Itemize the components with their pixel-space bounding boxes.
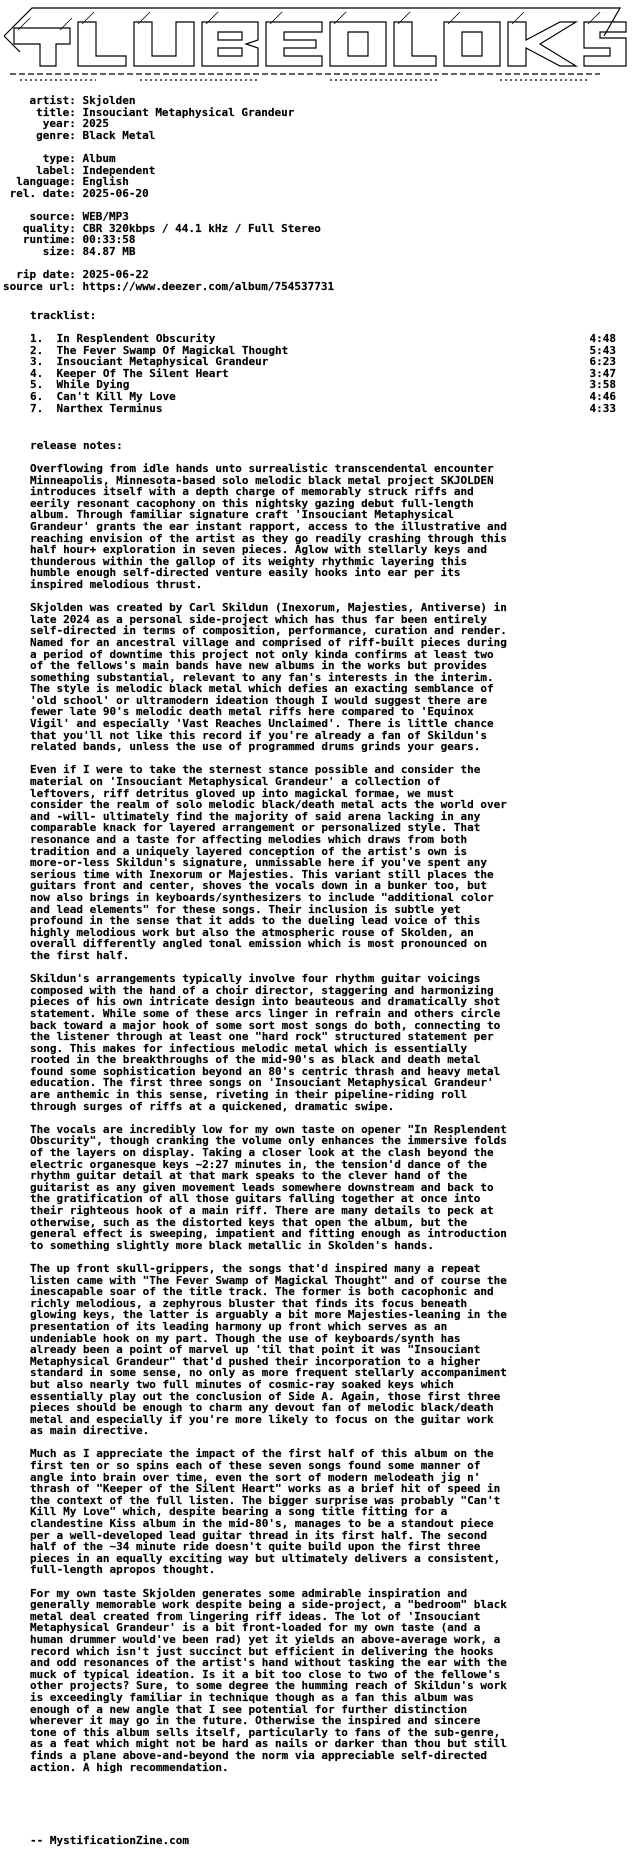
track-title: 1. In Resplendent Obscurity	[30, 332, 216, 345]
track-row	[30, 391, 616, 403]
info-value: Independent	[75, 163, 156, 177]
track-title: 4. Keeper Of The Silent Heart	[30, 366, 229, 380]
release-notes-paragraph: Overflowing from idle hands unto surrealistic transcendental encounter Minneapolis, Minnesota-based solo melodic black metal project SKJOLDEN introduces itself with a depth charge of memorably struck riffs and eerily resonant cacophony on this nightsky gazing debut full-length album. Through familiar signature craft 'Insouciant Metaphysical Grandeur' grants the ear instant rapport, access to the illustrative and reaching envision of the artist as they go readily crashing through this half hour+ exploration in seven pieces. Aglow with stellarly keys and thunderous within the gallop of its weighty rhythmic layering this humble enough self-directed venture easily hooks into ear per its inspired melodious thrust.	[30, 462, 507, 591]
track-title: 2. The Fever Swamp Of Magickal Thought	[30, 343, 289, 357]
release-notes	[30, 463, 620, 1785]
info-value: Album	[75, 151, 116, 165]
info-label: rip date:	[16, 267, 76, 281]
info-label: rel. date:	[9, 186, 76, 200]
info-value: Black Metal	[75, 128, 156, 142]
info-value: Skjolden	[75, 94, 136, 107]
info-value: 00:33:58	[75, 233, 136, 247]
track-time: 4:48	[589, 332, 616, 345]
track-time: 5:43	[589, 343, 616, 357]
info-row	[3, 281, 334, 293]
track-time: 6:23	[589, 355, 616, 369]
info-label: artist:	[29, 94, 76, 107]
info-value: https://www.deezer.com/album/754537731	[75, 279, 335, 293]
track-title: 5. While Dying	[30, 378, 130, 392]
track-title: 6. Can't Kill My Love	[30, 389, 176, 403]
release-notes-paragraph: Even if I were to take the sternest stance possible and consider the material on 'Insouciant Metaphysical Grandeur' a collection of leftovers, riff detritus gloved up into magickal formae, we must consider the realm of solo melodic black/death metal acts the world over and -will- ultimately find the majority of said arena lacking in any comparable knack for layered arrangement or personalized style. That resonance and a taste for affecting melodies which draws from both tradition and a uniquely layered conception of the artist's own is more-or-less Skildun's signature, unmissable here if you've spent any serious time with Inexorum or Majesties. This variant still places the guitars front and center, shoves the vocals down in a bunker too, but now also brings in keyboards/synthesizers to include "additional color and lead elements" for these songs. Their inclusion is subtle yet profound in the sense that it adds to the dueling lead voice of this highly melodious work but also the atmospheric rouse of Skolden, an overall differently angled tonal emission which is most pronounced on the first half.	[30, 763, 507, 962]
info-value: 2025-06-20	[75, 186, 149, 200]
info-label: label:	[36, 163, 76, 177]
info-row	[3, 246, 334, 258]
info-label: runtime:	[22, 233, 76, 247]
info-row	[3, 153, 334, 165]
tracklist-heading: tracklist:	[30, 309, 97, 322]
info-row	[3, 95, 334, 107]
info-row	[3, 269, 334, 281]
info-label: source:	[29, 209, 76, 223]
tracklist	[30, 333, 616, 414]
info-label: quality:	[22, 221, 76, 235]
release-notes-paragraph: The vocals are incredibly low for my own taste on opener "In Resplendent Obscurity", though cranking the volume only enhances the immersive folds of the layers on display. Taking a closer look at the clash beyond the electric organesque keys ~2:27 minutes in, the tension'd dance of the rhythm guitar detail at that mark speaks to the clever hand of the guitarist as any given movement leads somewhere downstream and back to the gratification of all those guitars falling together at once into their righteous hook of a main riff. There are many details to peck at otherwise, such as the distorted keys that open the album, but the general effect is sweeping, impatient and fitting enough as introduction to something slightly more black metallic in Skolden's hands.	[30, 1122, 507, 1252]
info-value: 2025	[75, 117, 109, 131]
info-label: year:	[42, 117, 76, 131]
info-label: language:	[16, 175, 76, 189]
track-time: 4:33	[589, 401, 616, 415]
track-time: 3:58	[589, 378, 616, 392]
release-notes-paragraph: Much as I appreciate the impact of the first half of this album on the first ten or so spins each of these seven songs found some manner of angle into brain over time, even the sort of modern melodeath jig n' thrash of "Keeper of the Silent Heart" works as a brief hit of speed in the context of the full listen. The bigger surprise was probably "Can't Kill My Love" which, despite bearing a song title fitting for a clandestine Kiss album in the mid-80's, manages to be a standout piece per a well-developed lead guitar thread in its first half. The second half of the ~34 minute ride doesn't quite build upon the first three pieces in an equally exciting way but ultimately delivers a consistent, full-length apropos thought.	[30, 1447, 501, 1577]
info-row	[3, 188, 334, 200]
info-value: 84.87 MB	[75, 244, 136, 258]
info-row	[3, 211, 334, 223]
track-title: 3. Insouciant Metaphysical Grandeur	[30, 355, 269, 369]
info-label: genre:	[36, 128, 76, 142]
track-time: 3:47	[589, 366, 616, 380]
info-value: Insouciant Metaphysical Grandeur	[75, 105, 295, 119]
release-notes-paragraph: The up front skull-grippers, the songs that'd inspired many a repeat listen came with "The Fever Swamp of Magickal Thought" and of course the inescapable soar of the title track. The former is both cacophonic and richly melodious, a zephyrous bluster that finds its focus beneath glowing keys, the latter is arguably a bit more Majesties-leaning in the presentation of its leading harmony up front which serves as an undeniable hook on my part. Though the use of keyboards/synth has already been a point of marvel up 'til that point it was "Insouciant Metaphysical Grandeur" that'd pushed their incorporation to a higher standard in some sense, no only as more frequent stellarly accompaniment but also nearly two full minutes of cosmic-ray soaked keys which essentially play out the conclusion of Side A. Again, those first three pieces should be enough to charm any devout fan of melodic black/death metal and especially if you're more likely to focus on the guitar work as main directive.	[30, 1261, 507, 1438]
release-notes-heading: release notes:	[30, 439, 123, 452]
release-notes-paragraph: Skjolden was created by Carl Skildun (Inexorum, Majesties, Antiverse) in late 2024 as a personal side-project which has thus far been entirely self-directed in terms of composition, performance, curation and render. Named for an ancestral village and comprised of riff-built pieces during a period of downtime this project not only kinda confirms at least two of the fellows's main bands have new albums in the works but provides something substantial, relevant to any fan's interests in the interim. The style is melodic black metal which defies an exacting semblance of 'old school' or ultramodern ideation though I would suggest there are fewer late 90's melodic death metal riffs here compared to 'Equinox Vigil' and especially 'Vast Reaches Unclaimed'. There is little chance that you'll not like this record if you're already a fan of Skildun's related bands, unless the use of programmed drums grinds your gears.	[30, 601, 507, 754]
info-label: type:	[42, 151, 76, 165]
info-row	[3, 176, 334, 188]
track-time: 4:46	[589, 389, 616, 403]
track-row	[30, 333, 616, 345]
info-label: size:	[42, 244, 76, 258]
info-row	[3, 234, 334, 246]
release-notes-paragraph: For my own taste Skjolden generates some admirable inspiration and generally memorable work despite being a side-project, a "bedroom" black metal deal created from lingering riff ideas. The lot of 'Insouciant Metaphysical Grandeur' is a bit front-loaded for my own taste (and a human drummer would've been rad) yet it yields an above-average work, a record which isn't just succinct but efficient in delivering the hooks and odd resonances of the artist's hand without tasking the ear with the muck of typical ideation. Is it a bit too close to two of the fellowe's other projects? Sure, to some degree the humming reach of Skildun's work is exceedingly familiar in technique though as a fan this album was enough of a new angle that I see potential for further distinction wherever it may go in the future. Otherwise the inspired and sincere tone of this album sells itself, particularly to fans of the sub-genre, as a feat which might not be hard as nails or darker than thou but still finds a plane above-and-beyond the norm via appreciable self-directed action. A high recommendation.	[30, 1586, 507, 1774]
release-notes-paragraph: Skildun's arrangements typically involve four rhythm guitar voicings composed with the hand of a choir director, staggering and harmonizing pieces of his own intricate design into beauteous and dramatically shot statement. While some of these arcs linger in refrain and others circle back toward a major hook of some sort most songs do both, connecting to the listener through at least one "hard rock" structured statement per song. This makes for infectious melodic metal which is essentially rooted in the breakthroughs of the mid-90's as black and death metal found some sophistication beyond an 80's centric thrash and heavy metal education. The first three songs on 'Insouciant Metaphysical Grandeur' are anthemic in this sense, riveting in their pipeline-riding roll through surges of riffs at a quickened, dramatic swipe.	[30, 972, 501, 1113]
info-row	[3, 130, 334, 142]
track-title: 7. Narthex Terminus	[30, 401, 163, 415]
info-label: title:	[36, 105, 76, 119]
info-value: CBR 320kbps / 44.1 kHz / Full Stereo	[75, 221, 321, 235]
release-info	[3, 95, 334, 292]
signature: -- MystificationZine.com	[30, 1834, 189, 1847]
info-value: WEB/MP3	[75, 209, 129, 223]
track-row	[30, 403, 616, 415]
info-value: 2025-06-22	[75, 267, 149, 281]
info-label: source url:	[3, 279, 76, 293]
info-value: English	[75, 175, 129, 189]
